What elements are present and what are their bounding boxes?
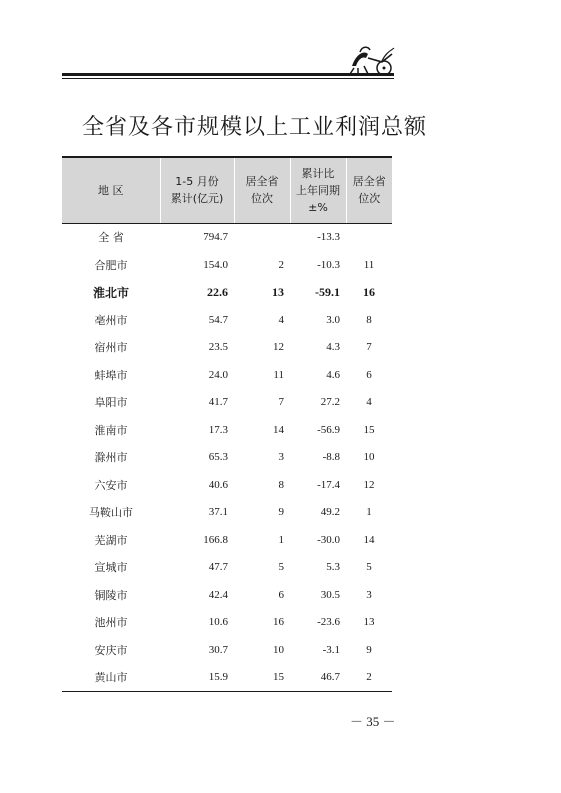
cumulative-cell: 10.6 — [208, 616, 228, 629]
rank-cumulative-cell: 9 — [278, 506, 284, 519]
table-row — [62, 279, 392, 307]
region-cell: 阜阳市 — [94, 396, 128, 410]
rank-cumulative-cell: 1 — [278, 533, 284, 546]
rank-change-cell: 4 — [366, 396, 372, 409]
column-header-line: 上年同期 — [296, 183, 340, 197]
yoy-change-cell: 30.5 — [320, 588, 340, 601]
page-title: 全省及各市规模以上工业利润总额 — [82, 115, 428, 140]
yoy-change-cell: -30.0 — [317, 533, 340, 546]
rank-cumulative-cell: 14 — [273, 423, 284, 436]
profit-table — [62, 156, 392, 692]
cumulative-cell: 15.9 — [160, 664, 234, 692]
cumulative-cell: 166.8 — [203, 533, 228, 546]
cumulative-cell: 22.6 — [207, 284, 228, 299]
column-header-line: 居全省 — [245, 175, 279, 189]
yoy-change-cell: -23.6 — [317, 616, 340, 629]
rank-change-cell: 6 — [366, 368, 372, 381]
chariot-logo-icon — [346, 44, 396, 76]
region-cell: 亳州市 — [94, 313, 128, 327]
table-row — [62, 389, 392, 417]
table-body — [62, 223, 392, 692]
region-cell: 淮南市 — [94, 423, 128, 437]
yoy-change-cell: 27.2 — [320, 396, 340, 409]
rank-change-cell: 16 — [363, 284, 375, 299]
table-row — [62, 554, 392, 582]
rank-change-cell: 12 — [363, 478, 375, 491]
yoy-change-cell: 49.2 — [320, 506, 340, 519]
rank-change-cell: 8 — [366, 313, 372, 326]
column-header-line: 累计比 — [301, 166, 335, 180]
header-rule-thin — [62, 78, 394, 79]
cumulative-cell: 40.6 — [208, 478, 228, 491]
region-cell: 宿州市 — [94, 341, 128, 355]
cumulative-cell: 17.3 — [208, 423, 228, 436]
column-header-line: 累计(亿元) — [170, 192, 224, 206]
rank-cumulative-cell: 12 — [273, 341, 284, 354]
rank-change-cell: 13 — [363, 616, 375, 629]
cumulative-cell: 24.0 — [208, 368, 228, 381]
column-header-line: 位次 — [358, 192, 381, 206]
table-row — [62, 581, 392, 609]
yoy-change-cell: -13.3 — [317, 231, 340, 244]
yoy-change-cell: 4.3 — [326, 341, 340, 354]
region-cell: 滁州市 — [94, 451, 128, 465]
rank-change-cell: 9 — [366, 643, 372, 656]
table-row — [62, 471, 392, 499]
cumulative-cell: 37.1 — [208, 506, 228, 519]
table-row — [62, 223, 392, 251]
column-header — [234, 157, 290, 223]
region-cell: 宣城市 — [94, 561, 128, 575]
rank-cumulative-cell: 4 — [278, 313, 284, 326]
rank-cumulative-cell: 2 — [278, 258, 284, 271]
column-header-line: 居全省 — [352, 175, 386, 189]
region-cell: 安庆市 — [94, 643, 128, 657]
table-row — [62, 609, 392, 637]
column-header — [290, 157, 346, 223]
region-cell: 合肥市 — [94, 258, 128, 272]
region-cell: 六安市 — [94, 478, 128, 492]
cumulative-cell: 30.7 — [208, 643, 228, 656]
header-rule-thick — [62, 73, 394, 76]
region-cell: 铜陵市 — [94, 588, 128, 602]
page-number: － 35 － — [350, 714, 396, 729]
cumulative-cell: 47.7 — [208, 561, 228, 574]
yoy-change-cell: -8.8 — [322, 451, 340, 464]
rank-change-cell — [346, 223, 392, 251]
table-row — [62, 334, 392, 362]
cumulative-cell: 794.7 — [203, 231, 228, 244]
column-header-line: 1-5 月份 — [175, 175, 219, 189]
yoy-change-cell: 5.3 — [326, 561, 340, 574]
yoy-change-cell: -17.4 — [317, 478, 340, 491]
rank-cumulative-cell: 15 — [234, 664, 290, 692]
column-header-line: ±% — [308, 200, 328, 214]
rank-cumulative-cell: 7 — [278, 396, 284, 409]
region-cell: 马鞍山市 — [89, 506, 133, 520]
cumulative-cell: 42.4 — [208, 588, 228, 601]
column-header — [346, 157, 392, 223]
region-cell: 淮北市 — [92, 285, 129, 300]
rank-cumulative-cell: 16 — [273, 616, 284, 629]
yoy-change-cell: -59.1 — [315, 284, 340, 299]
region-cell: 蚌埠市 — [94, 368, 128, 382]
region-cell: 全 省 — [98, 231, 124, 245]
rank-change-cell: 14 — [363, 533, 375, 546]
cumulative-cell: 41.7 — [208, 396, 228, 409]
table-row — [62, 526, 392, 554]
yoy-change-cell: -10.3 — [317, 258, 340, 271]
cumulative-cell: 65.3 — [208, 451, 228, 464]
region-cell: 黄山市 — [62, 664, 160, 692]
rank-cumulative-cell: 8 — [278, 478, 284, 491]
rank-change-cell: 1 — [366, 506, 372, 519]
yoy-change-cell: 3.0 — [326, 313, 340, 326]
yoy-change-cell: -56.9 — [317, 423, 340, 436]
column-header — [62, 157, 160, 223]
rank-change-cell: 15 — [363, 423, 375, 436]
table-row — [62, 416, 392, 444]
yoy-change-cell: 46.7 — [290, 664, 346, 692]
yoy-change-cell: -3.1 — [322, 643, 340, 656]
table-row — [62, 251, 392, 279]
table-row — [62, 444, 392, 472]
rank-change-cell: 5 — [366, 561, 372, 574]
rank-cumulative-cell — [234, 223, 290, 251]
rank-change-cell: 7 — [366, 341, 372, 354]
column-header — [160, 157, 234, 223]
column-header-line: 位次 — [251, 192, 273, 206]
region-cell: 芜湖市 — [94, 533, 128, 547]
rank-change-cell: 11 — [363, 258, 375, 271]
table-row — [62, 306, 392, 334]
rank-cumulative-cell: 13 — [272, 284, 284, 299]
yoy-change-cell: 4.6 — [326, 368, 340, 381]
rank-cumulative-cell: 10 — [273, 643, 284, 656]
rank-change-cell: 3 — [366, 588, 372, 601]
table-row — [62, 636, 392, 664]
rank-cumulative-cell: 11 — [273, 368, 284, 381]
rank-cumulative-cell: 5 — [278, 561, 284, 574]
table-row — [62, 361, 392, 389]
table-row — [62, 664, 392, 692]
rank-change-cell: 10 — [363, 451, 375, 464]
rank-cumulative-cell: 6 — [278, 588, 284, 601]
rank-cumulative-cell: 3 — [278, 451, 284, 464]
table-header-row — [62, 157, 392, 223]
cumulative-cell: 23.5 — [208, 341, 228, 354]
cumulative-cell: 154.0 — [203, 258, 228, 271]
rank-change-cell: 2 — [346, 664, 392, 692]
column-header-line: 地 区 — [98, 183, 124, 197]
cumulative-cell: 54.7 — [208, 313, 228, 326]
region-cell: 池州市 — [94, 616, 128, 630]
table-row — [62, 499, 392, 527]
